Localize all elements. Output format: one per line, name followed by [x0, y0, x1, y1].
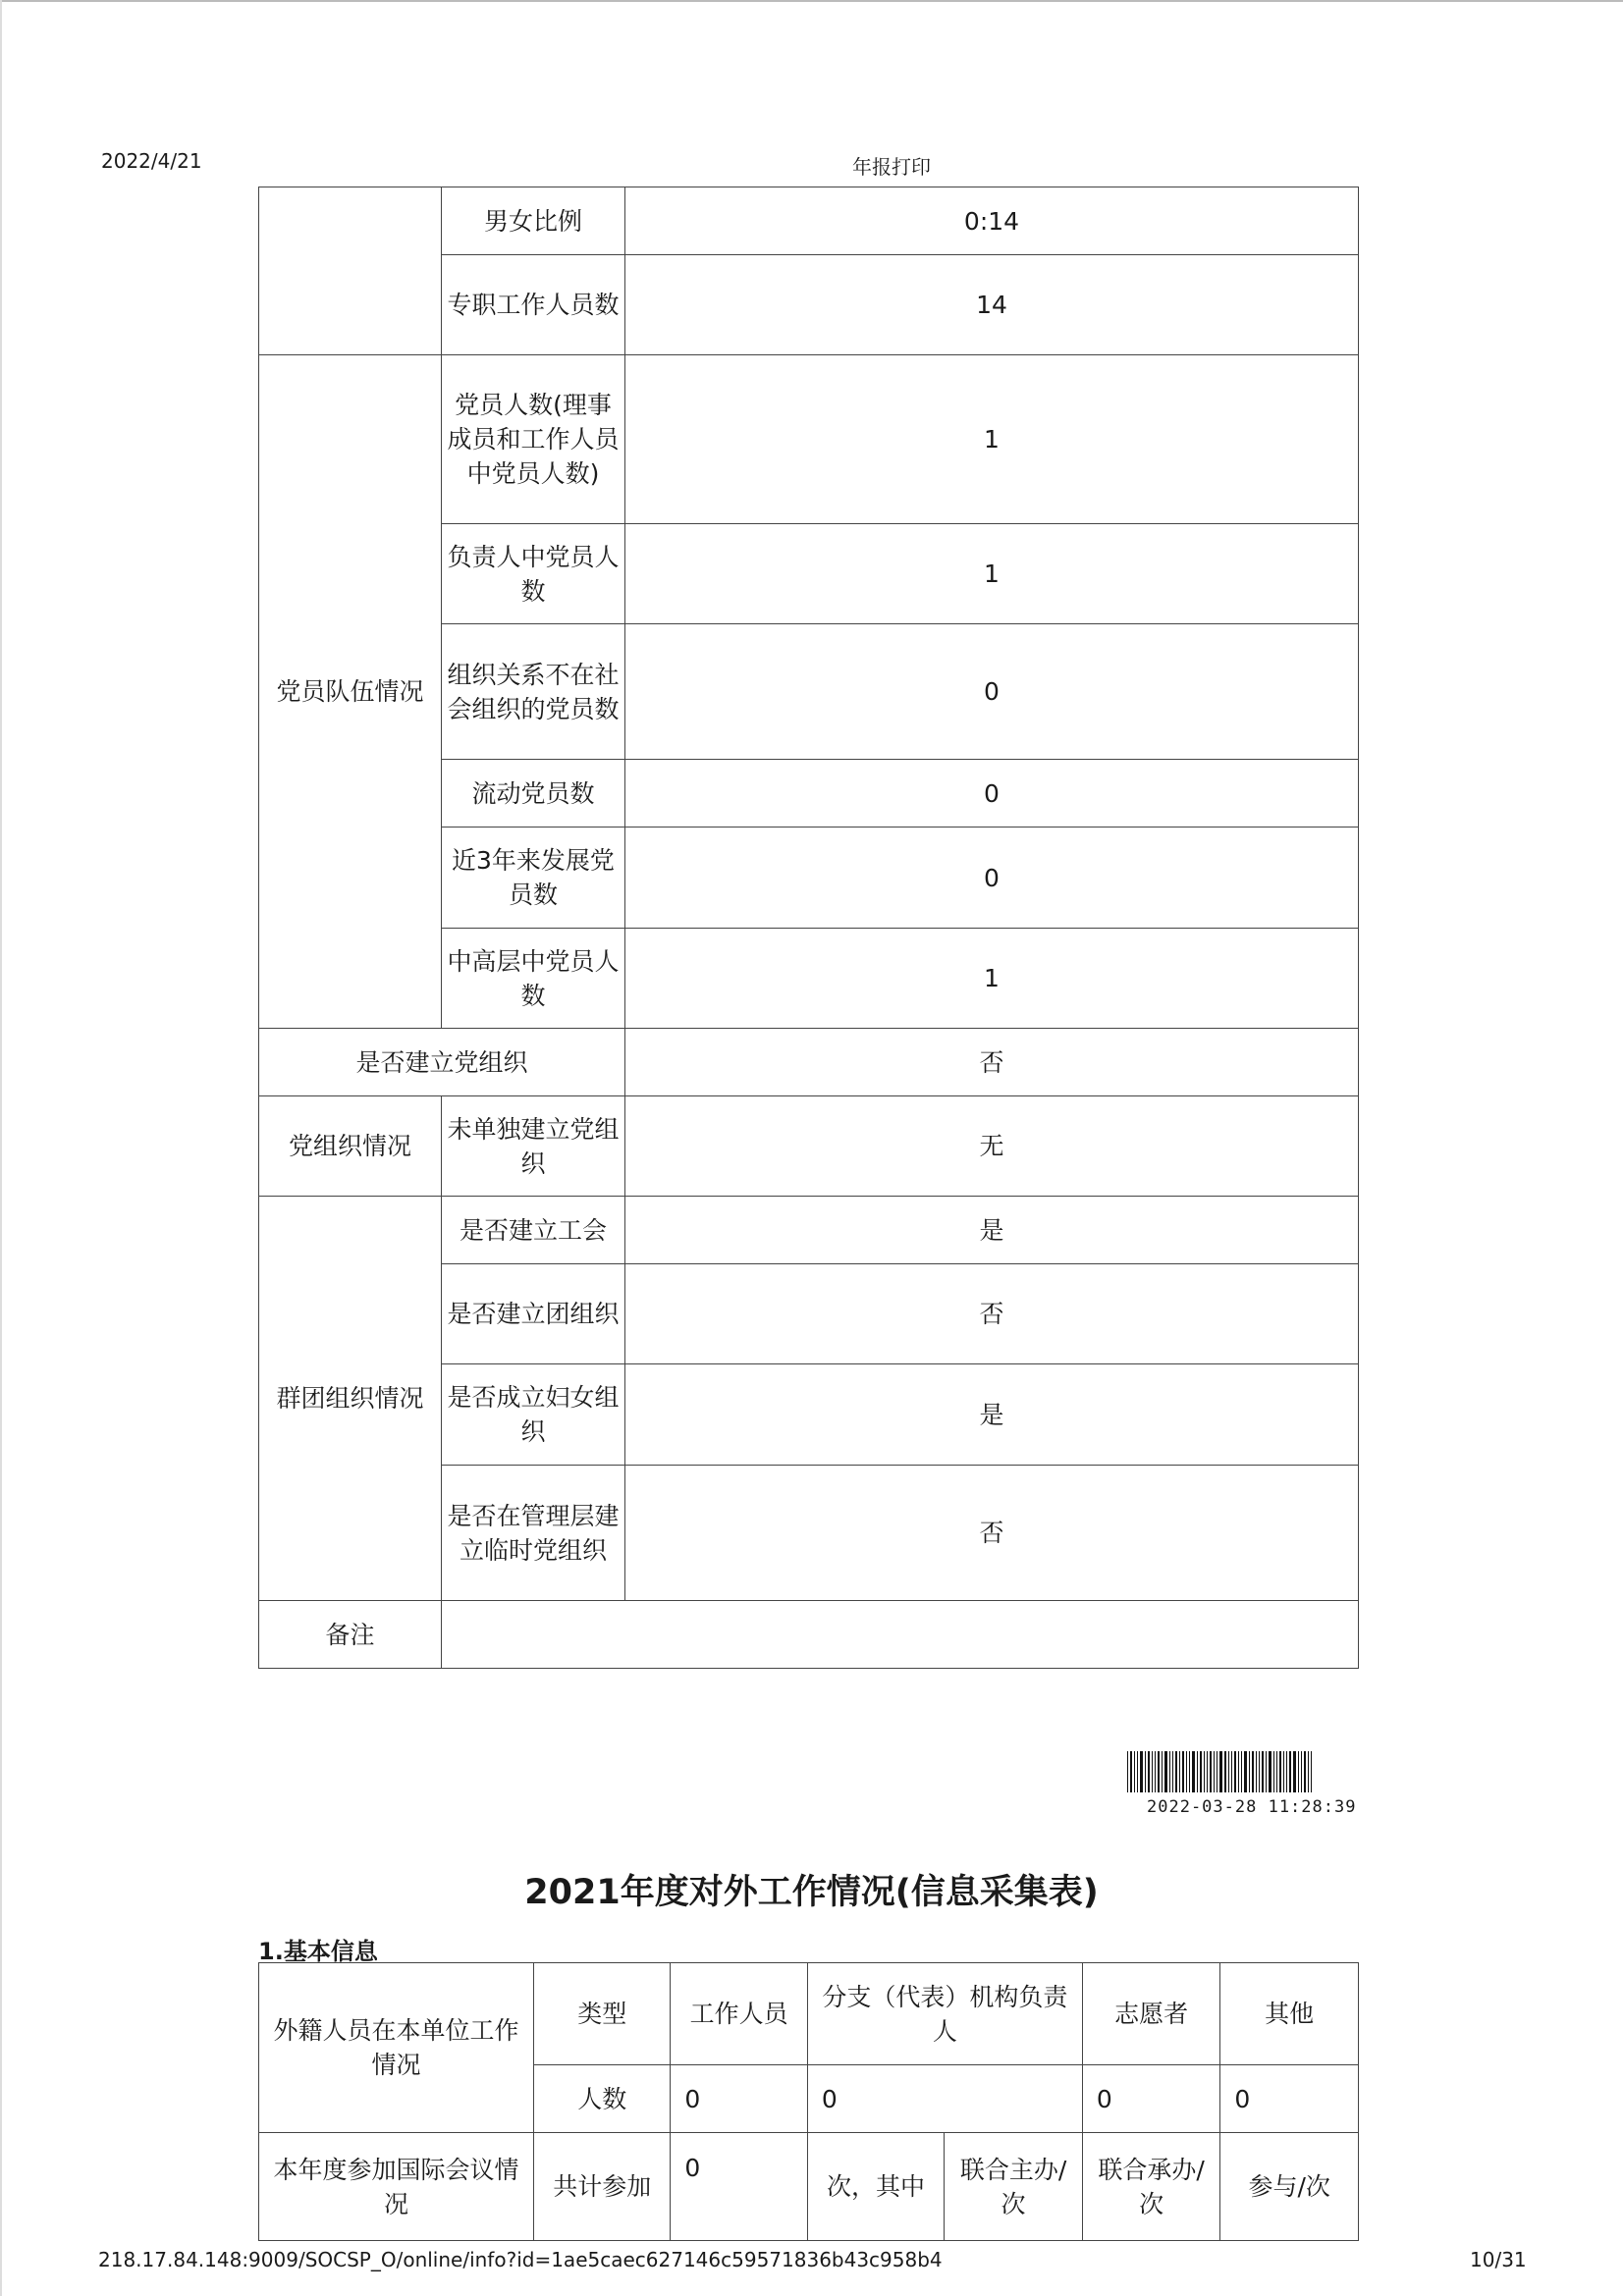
print-date: 2022/4/21 [101, 149, 202, 173]
foreign-work-table [258, 1962, 1359, 2241]
total-participate-value: 0 [671, 2133, 807, 2241]
total-participate-label: 共计参加 [533, 2133, 670, 2241]
group-label-party-team: 党员队伍情况 [259, 355, 442, 1029]
row-value: 0 [625, 760, 1359, 828]
row-label: 党员人数(理事成员和工作人员中党员人数) [442, 355, 625, 524]
type-header: 类型 [533, 1963, 670, 2065]
co-organize-label: 联合承办/次 [1082, 2133, 1220, 2241]
row-value-remarks [442, 1601, 1359, 1669]
row-label-party-org-built: 是否建立党组织 [259, 1029, 625, 1096]
footer-url: 218.17.84.148:9009/SOCSP_O/online/info?id=1ae5caec627146c59571836b43c958b4 [98, 2248, 943, 2271]
col-branch-head: 分支（代表）机构负责人 [807, 1963, 1082, 2065]
row-value: 是 [625, 1197, 1359, 1264]
row-label: 组织关系不在社会组织的党员数 [442, 624, 625, 760]
annual-report-table [258, 187, 1359, 1669]
row-value: 否 [625, 1466, 1359, 1601]
group-label-mass-org: 群团组织情况 [259, 1197, 442, 1601]
row-label: 近3年来发展党员数 [442, 828, 625, 929]
scan-top-edge [0, 0, 1623, 2]
scan-left-edge [0, 0, 2, 2296]
row-label-remarks: 备注 [259, 1601, 442, 1669]
row-value: 0 [625, 624, 1359, 760]
col-volunteer: 志愿者 [1082, 1963, 1220, 2065]
print-title: 年报打印 [852, 155, 931, 179]
barcode-image [1127, 1751, 1358, 1792]
staff-count: 0 [671, 2065, 807, 2133]
col-other: 其他 [1220, 1963, 1359, 2065]
row-value: 否 [625, 1264, 1359, 1364]
intl-meetings-label: 本年度参加国际会议情况 [259, 2133, 534, 2241]
barcode-timestamp: 2022-03-28 11:28:39 [1147, 1797, 1357, 1817]
row-value: 1 [625, 524, 1359, 624]
times-of-which: 次，其中 [807, 2133, 944, 2241]
row-label: 是否在管理层建立临时党组织 [442, 1466, 625, 1601]
form-title: 2021年度对外工作情况(信息采集表) [524, 1873, 1099, 1912]
count-header: 人数 [533, 2065, 670, 2133]
row-value: 14 [625, 255, 1359, 355]
group-label-party-org: 党组织情况 [259, 1096, 442, 1197]
row-label: 未单独建立党组织 [442, 1096, 625, 1197]
row-value: 0 [625, 828, 1359, 929]
row-value: 0:14 [625, 187, 1359, 255]
branch-head-count: 0 [807, 2065, 1082, 2133]
row-label: 专职工作人员数 [442, 255, 625, 355]
row-label: 流动党员数 [442, 760, 625, 828]
row-value: 1 [625, 929, 1359, 1029]
participate-label: 参与/次 [1220, 2133, 1359, 2241]
row-label: 男女比例 [442, 187, 625, 255]
foreign-staff-label: 外籍人员在本单位工作情况 [259, 1963, 534, 2133]
row-value: 1 [625, 355, 1359, 524]
row-label: 是否建立团组织 [442, 1264, 625, 1364]
co-host-label: 联合主办/次 [945, 2133, 1083, 2241]
row-label: 负责人中党员人数 [442, 524, 625, 624]
other-count: 0 [1220, 2065, 1359, 2133]
row-label: 是否建立工会 [442, 1197, 625, 1264]
row-value: 是 [625, 1364, 1359, 1466]
section-heading: 1.基本信息 [258, 1938, 378, 1965]
col-staff: 工作人员 [671, 1963, 807, 2065]
row-label: 中高层中党员人数 [442, 929, 625, 1029]
page-number: 10/31 [1470, 2248, 1527, 2271]
row-label: 是否成立妇女组织 [442, 1364, 625, 1466]
row-value: 无 [625, 1096, 1359, 1197]
row-value: 否 [625, 1029, 1359, 1096]
continued-group-cell [259, 187, 442, 355]
volunteer-count: 0 [1082, 2065, 1220, 2133]
